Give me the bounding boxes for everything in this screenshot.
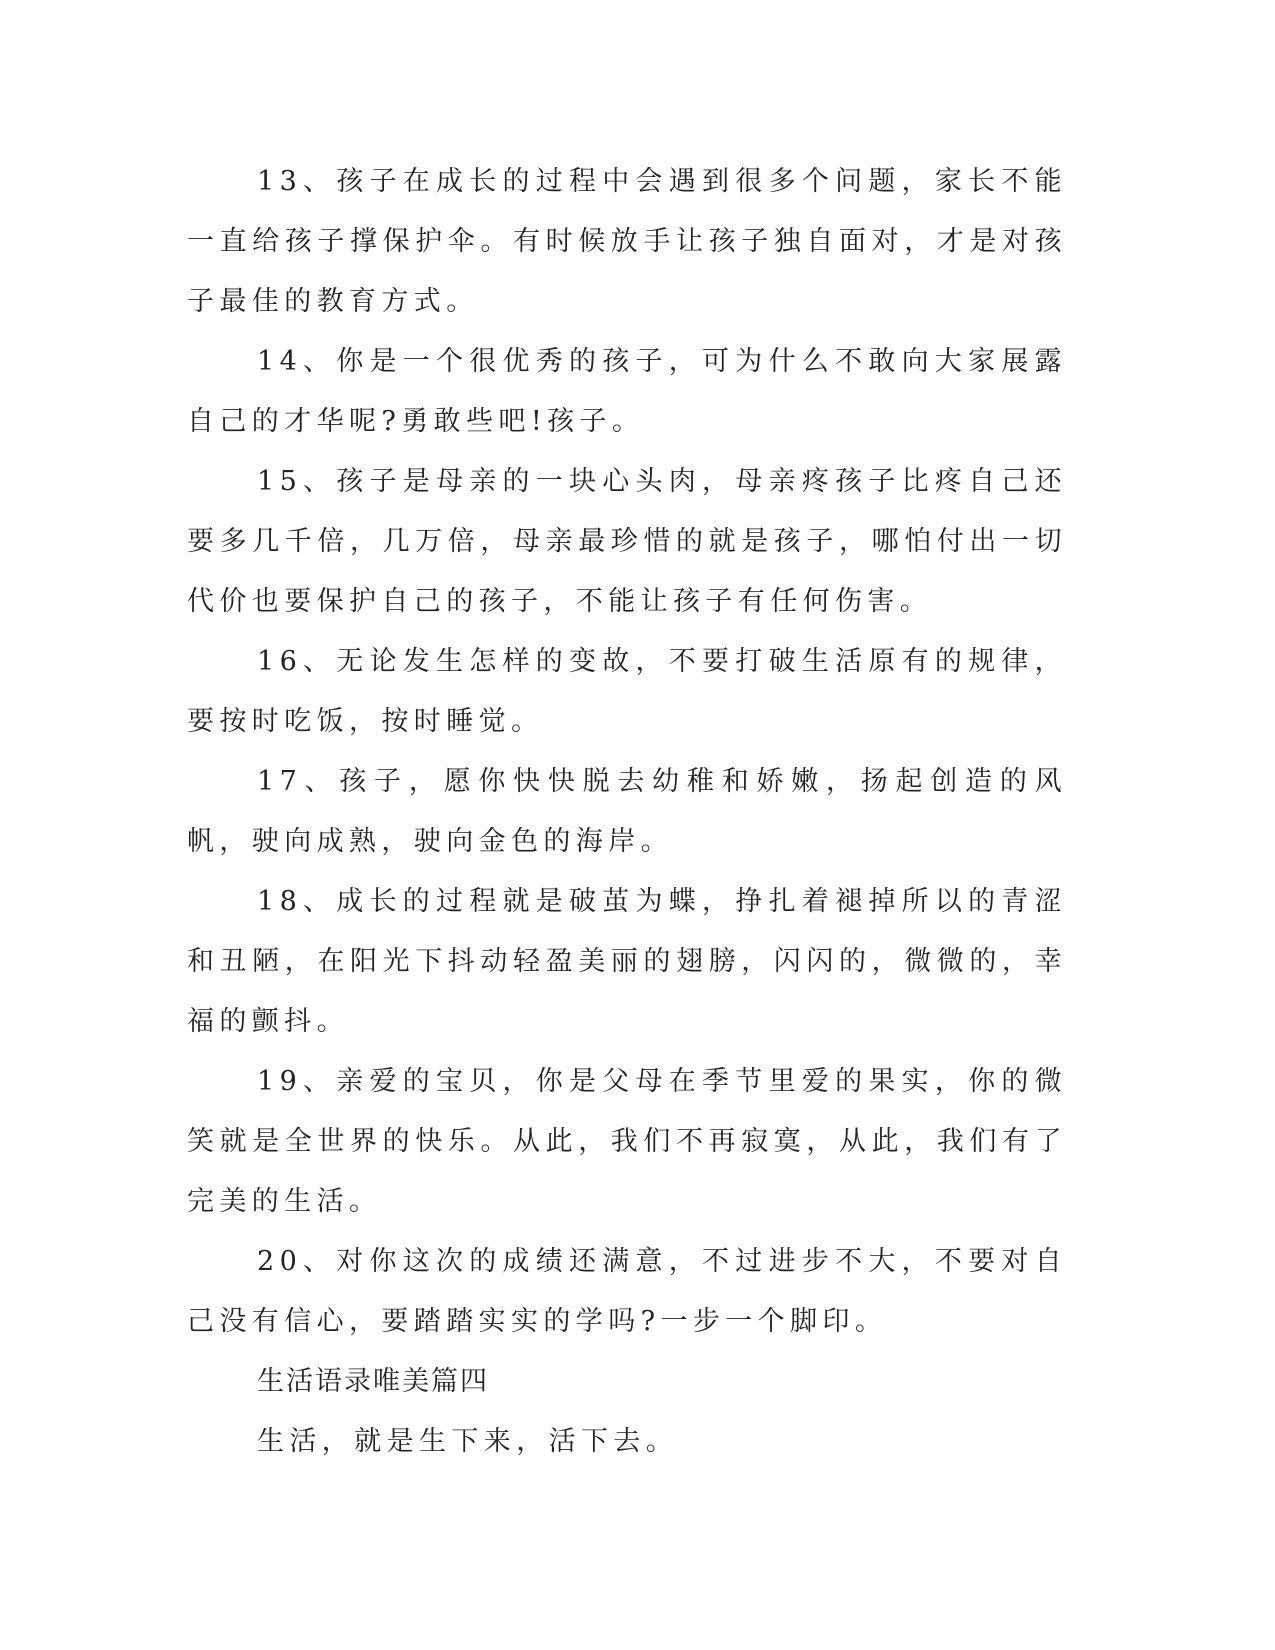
quote-paragraph-13: 13、孩子在成长的过程中会遇到很多个问题，家长不能一直给孩子撑保护伞。有时候放手让孩子独自面对，才是对孩子最佳的教育方式。: [187, 166, 1067, 317]
quote-paragraph-18: 18、成长的过程就是破茧为蝶，挣扎着褪掉所以的青涩和丑陋，在阳光下抖动轻盈美丽的翅膀，闪闪的，微微的，幸福的颤抖。: [187, 886, 1067, 1037]
quote-paragraph-14: 14、你是一个很优秀的孩子，可为什么不敢向大家展露自己的才华呢?勇敢些吧!孩子。: [187, 346, 1067, 437]
quote-paragraph-20: 20、对你这次的成绩还满意，不过进步不大，不要对自己没有信心，要踏踏实实的学吗?一步一个脚印。: [187, 1246, 1067, 1337]
quote-paragraph-16: 16、无论发生怎样的变故，不要打破生活原有的规律，要按时吃饭，按时睡觉。: [187, 646, 1067, 737]
quote-paragraph-15: 15、孩子是母亲的一块心头肉，母亲疼孩子比疼自己还要多几千倍，几万倍，母亲最珍惜的就是孩子，哪怕付出一切代价也要保护自己的孩子，不能让孩子有任何伤害。: [187, 466, 1067, 617]
document-body: [187, 152, 1067, 1472]
section-heading: 生活语录唯美篇四: [257, 1366, 489, 1397]
quote-paragraph-17: 17、孩子，愿你快快脱去幼稚和娇嫩，扬起创造的风帆，驶向成熟，驶向金色的海岸。: [187, 766, 1067, 857]
closing-line: 生活，就是生下来，活下去。: [257, 1426, 679, 1457]
quote-paragraph-19: 19、亲爱的宝贝，你是父母在季节里爱的果实，你的微笑就是全世界的快乐。从此，我们不再寂寞，从此，我们有了完美的生活。: [187, 1066, 1067, 1217]
